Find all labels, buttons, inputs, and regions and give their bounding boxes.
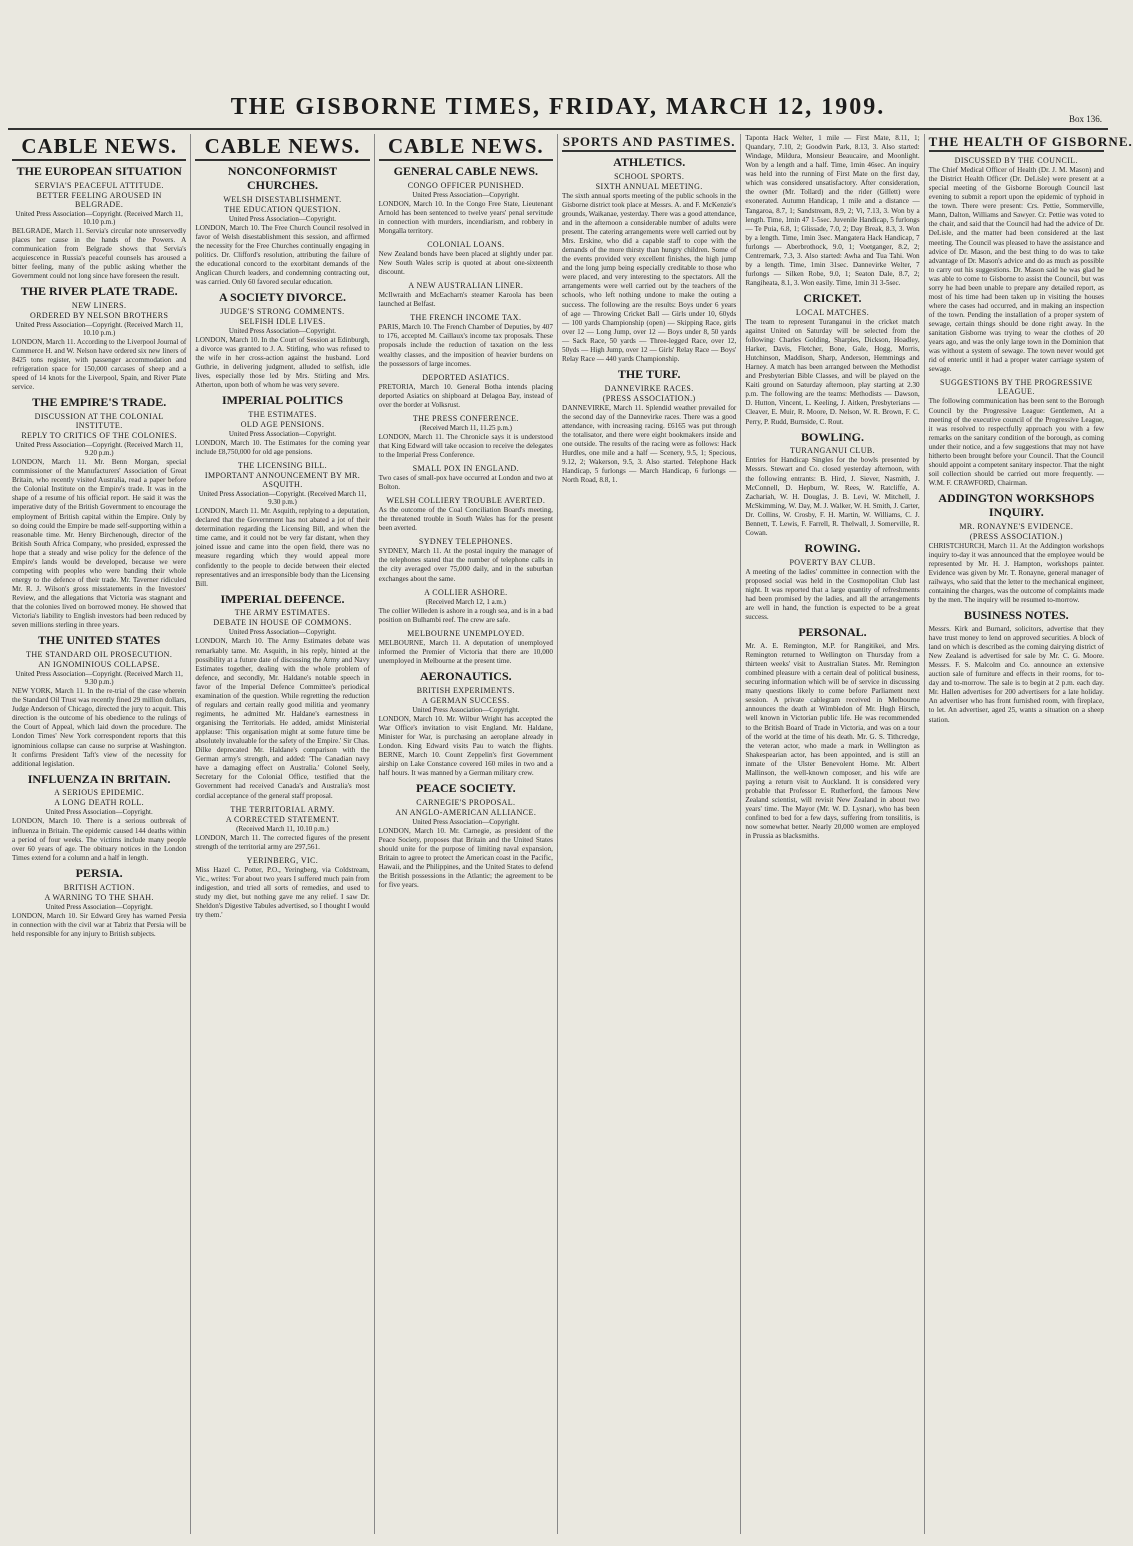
article-subheading: JUDGE'S STRONG COMMENTS. (220, 306, 345, 316)
article-headline: THE EUROPEAN SITUATION (16, 164, 182, 178)
article-body: MELBOURNE, March 11. A deputation of unemployed informed the Premier of Victoria that there are 10,000 unemployed in Melbourne at the present time. (378, 638, 553, 665)
article-body: LONDON, March 10. In the Congo Free State, Lieutenant Arnold has been sentenced to twelve years' penal servitude in connection with murders, incendiarism, and robbery in Mongalla territory. (378, 199, 553, 235)
article-subheading: DEPORTED ASIATICS. (422, 372, 510, 382)
article-body: The collier Willeden is ashore in a rough sea, and is in a bad position on Bulhambi reef. The crew are safe. (378, 606, 553, 624)
article-body: LONDON, March 10. In the Court of Session at Edinburgh, a divorce was granted to J. A. Stirling, who was refused to the wife in her cross-action against the husband. Lord Guthrie, in delivering judgment, alluded to selfish, idle lives, especially those led by Mrs. Stirling and Mrs. Atherton, upon both of whom he was very severe. (195, 335, 370, 390)
article-headline: PERSIA. (75, 865, 123, 880)
article-subheading: SERVIA'S PEACEFUL ATTITUDE. (34, 180, 164, 190)
article-body: New Zealand bonds have been placed at slightly under par. New South Wales scrip is quoted at about one-sixteenth discount. (378, 250, 553, 277)
article (562, 156, 736, 364)
article-body: LONDON, March 10. There is a serious outbreak of influenza in Britain. The epidemic caused 144 deaths within a period of four weeks. The victims include many people over 60 years of age. The obituary notices in the London Times extend for a column and a half in length. (12, 817, 187, 862)
article-headline: THE UNITED STATES (38, 633, 161, 648)
column-4 (558, 134, 741, 1534)
article (745, 292, 919, 427)
article-headline: INFLUENZA IN BRITAIN. (27, 771, 171, 786)
article (745, 431, 919, 538)
newspaper-page (8, 70, 1133, 1540)
article (379, 165, 553, 236)
article-headline: GENERAL CABLE NEWS. (393, 164, 538, 178)
article-subheading: BETTER FEELING AROUSED IN BELGRADE. (36, 190, 162, 209)
article-body: LONDON, March 10. The Estimates for the coming year include £8,750,000 for old age pensions. (195, 439, 370, 457)
article-subheading: CARNEGIE'S PROPOSAL. (416, 797, 516, 807)
article-subheading: YERINBERG, VIC. (246, 855, 319, 865)
article-headline: THE TURF. (617, 366, 681, 381)
article-subheading: WELSH DISESTABLISHMENT. (223, 194, 342, 204)
article-subheading: SIXTH ANNUAL MEETING. (595, 181, 703, 191)
article-subheading: THE PRESS CONFERENCE. (412, 413, 519, 423)
article-subheading: SELFISH IDLE LIVES. (239, 316, 326, 326)
article-dateline: United Press Association—Copyright. (Received March 11, 10.10 p.m.) (15, 320, 183, 337)
article-subheading: TURANGANUI CLUB. (789, 446, 876, 456)
article (929, 609, 1104, 724)
article (929, 492, 1104, 605)
article-body: The Chief Medical Officer of Health (Dr. J. M. Mason) and the District Health Officer (Dr. DeLisle) were present at a special meeting of the Gisborne Borough Council last evening to submit a report upon the epidemic of typhoid in the town. There were present: Crs. Pettie, Sommerville, Mann, Dalton, Williams and Sawyer. Cr. Pettie was voted to the chair, and said that the Council had had the advice of Dr. DeLisle, and the matter had been considered at the last meeting. The Council was pleased to have the assistance and advice of Dr. Mason, and the best thing to do was to take advantage of Dr. Mason's advice and do as much as possible to carry out his suggestions. Dr. Mason said he was glad he was able to come to Gisborne to assist the Council, but was sorry he had been unable to prepare any detailed report, as most of his time had been taken up in visiting the houses where the cases had occurred, and in making an inspection of the town. Pending the installation of a proper system of sewage, certain things should be done right away. In the sanitation Gisborne was trying to wear the clothes of 20 years ago, and was the only large town in the Dominion that was without a system of sewage. The town never would get rid of enteric until it had a proper water carriage system of sewage. (928, 166, 1104, 374)
article-subheading: THE ESTIMATES. (248, 410, 317, 419)
article-subheading: NEW LINERS. (71, 300, 127, 310)
article-headline: THE EMPIRE'S TRADE. (32, 395, 167, 410)
article-subheading: SCHOOL SPORTS. (614, 171, 685, 181)
article-subheading: DANNEVIRKE RACES. (604, 383, 694, 393)
article (379, 281, 553, 309)
column-header: CABLE NEWS. (379, 134, 553, 161)
article-body: LONDON, March 10. The Free Church Council resolved in favor of Welsh disestablishment this session, and affirmed the necessity for the Free Churches continually engaging in politics. Dr. Clifford's resolution, attributing the failure of the educational concord to the exorbitant demands of the Anglican Church leaders, and condemning contracting out, was carried. Only 60 favored secular education. (195, 223, 370, 286)
article-dateline: (Received March 11, 10.10 p.m.) (236, 824, 329, 833)
article-dateline: United Press Association—Copyright. (Received March 11, 9.30 p.m.) (198, 490, 367, 507)
article-subheading: DISCUSSED BY THE COUNCIL. (954, 156, 1078, 165)
column-1 (8, 134, 191, 1534)
article-headline: BOWLING. (800, 429, 864, 444)
article-subheading: SUGGESTIONS BY THE PROGRESSIVE LEAGUE. (939, 378, 1093, 397)
article-body: SYDNEY, March 11. At the postal inquiry the manager of the telephones stated that the number of telephone calls in the city averaged over 75,000 daily, and in the suburban exchanges about the same. (378, 547, 553, 583)
article (195, 165, 369, 287)
article-subheading: ORDERED BY NELSON BROTHERS (29, 310, 169, 320)
article-dateline: United Press Association—Copyright. (228, 326, 337, 335)
article-dateline: United Press Association—Copyright. (45, 902, 153, 911)
article-subheading: A LONG DEATH ROLL. (54, 798, 145, 808)
article (195, 805, 369, 852)
article-subheading: (PRESS ASSOCIATION.) (602, 393, 696, 403)
article-body: LONDON, March 11. Mr. Benn Morgan, special commissioner of the Manufacturers' Association of Great Britain, who recently visited Australia, read a paper before the Colonial Institute on the Empire's trade. It was in the shape of a resume of his official report. He said it was the imperative duty of the British Government to encourage the employment of British capital within the Empire. Only by so doing could the Empire be made self-supporting within a reasonable time. Mr. Henry Birchenough, director of the British South Africa Company, who presided, expressed the hope that a steady and wise policy for the defence of the Empire's lands would be developed, because we were competing with peoples who were banding their whole energy to the defence of their trade. Mr. Taverner ridiculed Mr. R. J. Wilson's gross misstatements in the Investors' Review, and the allegations that Victoria was stagnant and that the colonies lived on borrowed money. He showed that Victoria's liability to English investors had been reduced by seven millions sterling in three years. (12, 458, 187, 630)
article-dateline: (Received March 12, 1 a.m.) (425, 597, 506, 606)
article-body: The team to represent Turanganui in the cricket match against United on Saturday will be selected from the following: Charles Golding, Sharples, Dickson, Hoadley, Harker, Davis, Fletcher, Bone, Gale, Hogg, Morris, Hutchinson, Maddison, Sharp, Anderson, Hemmings and Harney. A match has been arranged between the Methodist and Presbyterian Bible Classes, and will be played on the Kaiti ground on Saturday afternoon, play starting at 2.30 p.m. The following are the teams: Methodists — Dawson, D. Hutton, Vincent, L. Keeling, J. Aitken, Presbyterians — Cleaver, E. Muir, R. Moore, D. Nelson, W. R. Brown, F. C. Perry, P. Rudd, Burnside, C. Rout. (745, 317, 920, 426)
article (929, 156, 1104, 374)
article-body: The sixth annual sports meeting of the public schools in the Gisborne district took place at Messrs. A. and F. McKenzie's grounds, Waikanae, yesterday. There was a good attendance, and in the afternoon a considerable number of adults were present. The catering arrangements were well carried out by Mrs. Erskine, who did a capable staff to cope with the demands of the more thirsty than hungry children. Some of the events provided very excellent finishes, the high jump and the long jump being especially creditable to those who were placed, and very interesting to the spectators. All the arrangements were well carried out by the teachers of the schools, who left nothing undone to make the outing a success. The following are the results: Boys under 6 years of age — Throwing Cricket Ball — Girls under 10, 60yds — 100 yards Championship (open) — Skipping Race, girls over 12 — Long Jump, over 12 — Boys under 8, 50 yards — Sack Race, 50 yards — Three-legged Race, over 12, 50yds — High Jump, over 12 — Girls' Relay Race — Boys' Relay Race — 440 yards Championship. (562, 191, 737, 363)
article-subheading: REPLY TO CRITICS OF THE COLONIES. (21, 431, 177, 441)
article-subheading: THE TERRITORIAL ARMY. (230, 804, 335, 814)
article (745, 134, 919, 288)
article-subheading: THE EDUCATION QUESTION. (224, 204, 341, 214)
article-subheading: AN ANGLO-AMERICAN ALLIANCE. (395, 807, 537, 817)
article-subheading: A COLLIER ASHORE. (424, 587, 508, 597)
article (562, 368, 736, 485)
masthead (8, 70, 1108, 130)
article-body: Entries for Handicap Singles for the bowls presented by Messrs. Stewart and Co. closed yesterday afternoon, with the following entrants: B. Hird, J. Siever, Nasmith, J. McConnell, D. Hepburn, W. Rees, W. Ratcliffe, A. Zachariah, W. H. Douglas, J. B. Levi, W. Mitchell, J. McSkimming, W. Day, M. J. Walker, W. H. Smith, J. Carter, Dr. Collins, W. Crosby, F. H. Martin, W. Williams, C. J. Bennett, T. Lewis, F. Farrell, R. Thelwall, J. Somerville, R. Cowan. (745, 456, 920, 537)
article-body: As the outcome of the Coal Conciliation Board's meeting, the threatened trouble in South Wales has for the present been averted. (378, 506, 553, 533)
column-2 (191, 134, 374, 1534)
article-body: Messrs. Kirk and Burnard, solicitors, advertise that they have trust money to lend on approved securities. A block of land on which is described as the coming dairying district of New Zealand is advertised for sale by Mr. C. G. Moore. Messrs. F. S. Malcolm and Co. announce an extensive auction sale of furniture and effects in their rooms, for to-day and to-morrow. The sale is to begin at 2 p.m. each day. Mr. Hallen advertises for 200 advertisers for a late holiday. An advertiser who has front furnished room, with fireplace, to let. An advertiser, aged 25, wants a situation on a sheep station. (928, 624, 1104, 724)
article-subheading: THE STANDARD OIL PROSECUTION. (26, 650, 173, 660)
article (195, 291, 369, 390)
article-subheading: A WARNING TO THE SHAH. (44, 892, 154, 902)
article-headline: CRICKET. (803, 291, 862, 306)
article-body: Two cases of small-pox have occurred at London and two at Bolton. (378, 474, 553, 492)
article-dateline: United Press Association—Copyright. (228, 430, 337, 438)
article-subheading: BRITISH ACTION. (63, 882, 135, 892)
article-body: LONDON, March 11. Mr. Asquith, replying to a deputation, declared that the Government has not abated a jot of their determination regarding the Licensing Bill, and when the time came, and it could not be very far distant, when they joined issue and came into the open field, there was no measure regarding which they would appeal more confidently to the people to decide between their elected representatives and an irresponsible body than the Licensing Bill. (195, 507, 370, 588)
article-body: Taponta Hack Welter, 1 mile — First Mate, 8.11, 1; Quandary, 7.10, 2; Goodwin Park, 8.13, 3. Also started: Windage, Mildura, Monsieur Beaucaire, and Moonlight. Won by a length and a half. Time, 1min 46sec. An inquiry was held into the running of First Mate on the first day, which was considered unsatisfactory. After consideration, the owner (Mr. Tollard) and the rider (Gillett) were exonerated. Autumn Handicap, 1 mile and a distance — Tangaroa, 8.7, 1; Sandstream, 8.9, 2; Vi, 7.13, 3. Won by a length. Time, 1min 47 1-5sec. Juvenile Handicap, 5 furlongs — Te Puia, 6.8, 1; Glissade, 7.0, 2; Day Break, 8.3, 3. Won by a length. Time, 1min 3sec. Mangatera Hack Handicap, 7 furlongs — Aberbrothock, 9.0, 1; Voetganger, 8.2, 2; Centremark, 7.3, 3. Also started: Awha and Tua Tahi. Won by a length. Time, 1min 31sec. Dannevirke Welter, 7 furlongs — Silken Robe, 9.0, 1; Seaton Dale, 8.7, 2; Rangiheata, 8.1, 3. Won easily. Time, 1min 31 3-5sec. (745, 134, 920, 287)
article (195, 461, 369, 589)
article (379, 537, 553, 583)
article (12, 867, 186, 939)
article (379, 782, 553, 890)
article-headline: IMPERIAL POLITICS (221, 393, 343, 408)
article (12, 285, 186, 392)
article (379, 629, 553, 666)
article-subheading: AN IGNOMINIOUS COLLAPSE. (38, 660, 161, 670)
column-6 (925, 134, 1133, 1534)
article-body: BELGRADE, March 11. Servia's circular note unreservedly places her cause in the hands of the Powers. A communication from Belgrade shows that Servia's acquiescence in Russia's peaceful counsels has aroused a bitter feeling, many of the public asking whether the Government could not long since have foreseen the result. (12, 226, 187, 281)
article-dateline: (Received March 11, 11.25 p.m.) (419, 423, 513, 432)
box-number: Box 136. (1068, 114, 1102, 124)
article (929, 378, 1104, 488)
article (12, 396, 186, 630)
article-body: CHRISTCHURCH, March 11. At the Addington workshops inquiry to-day it was announced that the employee would be represented by Mr. H. J. Hampton, workshops painter. Evidence was given by Mr. T. Ronayne, general manager of railways, who said that the letter to the mechanical engineer, containing the charges, was the outcome of complaints made by the men. The inquiry will be resumed to-morrow. (928, 541, 1104, 605)
column-3 (375, 134, 558, 1534)
article-subheading: OLD AGE PENSIONS. (240, 420, 325, 429)
column-5 (741, 134, 924, 1534)
article-body: LONDON, March 10. The Army Estimates debate was remarkably tame. Mr. Asquith, in his reply, hinted at the possibility at a future date of discussing the Army and Navy Estimates together, dealing with the whole problem of defence, and secondly, Mr. Haldane's notable speech in favor of the Imperial Defence Committee's periodical examination of the question. While regretting the reduction of regulars and certain really good militia and yeomanry regiments, he admitted Mr. Haldane's earnestness in organising the Territorials. He added, amidst Ministerial applause: 'This organisation might at some future time be absolutely invaluable for the safety of the Empire.' Sir Chas. Dilke deprecated Mr. Haldane's comparison with the German army's strength, and added: 'The Canadian navy have a damaging effect on Australia.' Colonel Seely, Secretary for the Colonial Office, testified that the Government had received Canada's and Australia's most cordial acceptance of the general staff proposal. (195, 637, 370, 800)
column-header: SPORTS AND PASTIMES. (562, 134, 736, 152)
article-subheading: THE FRENCH INCOME TAX. (410, 313, 522, 323)
article-subheading: COLONIAL LOANS. (427, 240, 505, 250)
article-dateline: United Press Association—Copyright. (Received March 11, 9.20 p.m.) (15, 441, 183, 458)
column-header: THE HEALTH OF GISBORNE. (929, 134, 1104, 152)
article-subheading: THE LICENSING BILL. (237, 461, 328, 471)
article (745, 626, 919, 841)
article-subheading: SMALL POX IN ENGLAND. (412, 464, 519, 474)
article-subheading: MELBOURNE UNEMPLOYED. (407, 628, 525, 638)
article-subheading: SYDNEY TELEPHONES. (418, 537, 513, 547)
article-body: PARIS, March 10. The French Chamber of Deputies, by 407 to 176, accepted M. Caillaux's income tax proposals. These proposals include the reduction of taxation on the less wealthy classes, and the imposition of heavier burdens on the possessors of large incomes. (378, 323, 553, 368)
article-headline: A SOCIETY DIVORCE. (218, 290, 346, 305)
article-headline: ADDINGTON WORKSHOPS INQUIRY. (938, 491, 1095, 519)
article-headline: PERSONAL. (798, 625, 867, 640)
article (379, 670, 553, 778)
article-body: A meeting of the ladies' committee in connection with the proposed social was held in the Cosmopolitan Club last night. It was reported that a large quantity of refreshments had been promised by the ladies, and all the arrangements are well in hand, the function is expected to be a great success. (745, 567, 920, 622)
article-subheading: A SERIOUS EPIDEMIC. (54, 788, 145, 798)
article-dateline: United Press Association—Copyright. (Received March 11, 9.30 p.m.) (15, 670, 183, 687)
article-subheading: IMPORTANT ANNOUNCEMENT BY MR. ASQUITH. (204, 471, 361, 490)
article (379, 313, 553, 368)
article-dateline: United Press Association—Copyright. (Received March 11, 10.10 p.m.) (15, 209, 183, 226)
article (745, 542, 919, 622)
article-dateline: United Press Association—Copyright. (412, 817, 520, 826)
article-dateline: United Press Association—Copyright. (412, 190, 520, 199)
article-body: DANNEVIRKE, March 11. Splendid weather prevailed for the second day of the Dannevirke races. There was a good attendance, with increasing racing. £6165 was put through the totalisator, and there were eight bookmakers inside and one outside. The results of the racing were as follows: Hack Hurdles, one mile and a half — Scenery, 9.5, 1; Specious, 9.12, 2; Wakerson, 9.5, 3. Also started. Telephone Hack Handicap, 5 furlongs — March Handicap, 6 furlongs — North Road, 8.8, 1. (562, 403, 737, 485)
article-subheading: POVERTY BAY CLUB. (789, 557, 876, 567)
article-dateline: United Press Association—Copyright. (412, 705, 520, 714)
article-body: LONDON, March 11. According to the Liverpool Journal of Commerce H. and W. Nelson have ordered six new liners of 8425 tons register, with passenger accommodation and refrigeration space for 150,000 carcases of sheep and a speed of 14 knots for the Liverpool, Spain, and River Plate service. (12, 337, 187, 392)
article-body: LONDON, March 10. Mr. Carnegie, as president of the Peace Society, proposes that Britain and the United States should unite for the purpose of limiting naval expansion, Britain to agree to protect the American coast in the Pacific, Hawaii, and the Philippines, and the United States to defend the British possessions in the Atlantic; the agreement to be for five years. (378, 826, 553, 890)
article-body: LONDON, March 11. The corrected figures of the present strength of the territorial army are 297,561. (195, 833, 370, 851)
article-body: Mr. A. E. Remington, M.P. for Rangitikei, and Mrs. Remington returned to Wellington on Thursday from a thirteen weeks' visit to Australian States. Mr. Remington combined pleasure with a certain deal of political business, securing information which will be of service in discussing many questions likely to come before Parliament next session. A private cablegram received in Melbourne announces the death at Wimbledon of Mr. Hugh Hirsch, well known in Victorian public life. He was recommended to the British Board of Trade in Victoria, and was on a tour of the world at the time of his death. Mr. G. S. Tithcredge, the veteran actor, who made a mark in Wellington as Shakespearian actor, has been appointed, and is still an inmate of the Ulster Benevolent Home. Mr. Albert Mallinson, the well-known composer, and his wife are paying a return visit to Auckland. It is considered very probable that Professor E. Rutherford, the famous New Zealand scientist, will revisit New Zealand in about two years' time. The Mayor (Mr. W. D. Lysnar), who has been confined to bed for a few days, suffering from tonsilitis, is now somewhat better. Nearly 20,000 women are employed in Prussia as blacksmiths. (745, 641, 920, 841)
article-subheading: A CORRECTED STATEMENT. (225, 814, 340, 824)
masthead-title: THE GISBORNE TIMES, FRIDAY, MARCH 12, 1909. (230, 94, 886, 120)
article-body: PRETORIA, March 10. General Botha intends placing deported Asiatics on shipboard at Delagoa Bay, instead of over the border at Volksrust. (378, 382, 553, 409)
article-subheading: DISCUSSION AT THE COLONIAL INSTITUTE. (34, 412, 164, 431)
article-subheading: LOCAL MATCHES. (795, 307, 870, 317)
article-subheading: MR. RONAYNE'S EVIDENCE. (959, 521, 1074, 531)
article-headline: PEACE SOCIETY. (416, 781, 516, 796)
article-dateline: United Press Association—Copyright. (228, 214, 337, 223)
article-body: NEW YORK, March 11. In the re-trial of the case wherein the Standard Oil Trust was recently fined 29 million dollars, Judge Anderson of Chicago, directed the jury to acquit. This direction is the outcome of his obedience to the rulings of the Court of Appeal, which laid down the procedure. The London Times' New York correspondent reports that this ignominious collapse can cause no surprise at Washington. It confirms President Taft's view of the necessity for additional legislation. (12, 687, 187, 768)
article-dateline: United Press Association—Copyright. (228, 628, 337, 637)
article-body: LONDON, March 10. Sir Edward Grey has warned Persia in connection with the civil war at Tabriz that Persia will be held responsible for any injury to British subjects. (12, 911, 187, 938)
article-subheading: A GERMAN SUCCESS. (422, 695, 510, 705)
article (12, 634, 186, 768)
article-subheading: THE ARMY ESTIMATES. (234, 608, 331, 618)
article (12, 165, 186, 281)
article-headline: BUSINESS NOTES. (963, 608, 1069, 623)
article-headline: IMPERIAL DEFENCE. (220, 591, 345, 606)
article-subheading: A NEW AUSTRALIAN LINER. (408, 281, 524, 291)
article-body: Miss Hazel C. Potter, P.O., Yeringberg, via Coldstream, Vic., writes: 'For about two years I suffered much pain from indigestion, and tried all sorts of remedies, and used to study my diet, but nothing gave me any relief. I saw Dr. Sheldon's Digestive Tabules advertised, so I thought I would try them.' (195, 865, 370, 920)
article (195, 593, 369, 801)
article-subheading: WELSH COLLIERY TROUBLE AVERTED. (386, 496, 546, 506)
article-subheading: CONGO OFFICER PUNISHED. (407, 180, 524, 190)
article (379, 496, 553, 533)
article-subheading: BRITISH EXPERIMENTS. (416, 685, 515, 695)
article-body: LONDON, March 10. Mr. Wilbur Wright has accepted the War Office's invitation to visit England. Mr. Haldane, Minister for War, is purchasing an aeroplane already in London. King Edward visits Pau to watch the flights. BERNE, March 10. Count Zeppelin's first Government airship on Lake Constance covered 160 miles in two and a half hours. It was manned by a German military crew. (378, 714, 553, 778)
article-headline: ATHLETICS. (613, 155, 686, 169)
article-body: McIlwraith and McEacharn's steamer Karoola has been launched at Belfast. (378, 291, 553, 309)
article-subheading: (PRESS ASSOCIATION.) (969, 531, 1063, 541)
article-headline: ROWING. (804, 540, 861, 555)
article (379, 588, 553, 625)
article-dateline: United Press Association—Copyright. (45, 808, 153, 817)
column-header: CABLE NEWS. (195, 134, 369, 161)
article (195, 394, 369, 457)
article-headline: THE RIVER PLATE TRADE. (20, 284, 178, 299)
article (379, 240, 553, 277)
article (379, 373, 553, 410)
article-body: The following communication has been sent to the Borough Council by the Progressive League: Gentlemen, At a meeting of the executive council of the Progressive League, it was resolved to respectfully approach you with a few remarks on the sanitary condition of the borough, as coming under their notice, and a few suggestions that may not have hitherto been brought before your Council. That the Council should appoint a competent sanitary inspector. That the night soil collection should be carried out more frequently. — W.M. F. CRAWFORD, Chairman. (928, 397, 1104, 487)
article (12, 773, 186, 863)
article-headline: NONCONFORMIST CHURCHES. (227, 164, 338, 192)
article-headline: AERONAUTICS. (419, 668, 512, 683)
article-body: LONDON, March 11. The Chronicle says it is understood that King Edward will take occasion to receive the delegates to the Imperial Press Conference. (378, 432, 553, 459)
article (379, 464, 553, 492)
columns-container (8, 134, 1133, 1534)
article-subheading: DEBATE IN HOUSE OF COMMONS. (213, 618, 352, 628)
article (195, 856, 369, 920)
column-header: CABLE NEWS. (12, 134, 186, 161)
article (379, 414, 553, 460)
